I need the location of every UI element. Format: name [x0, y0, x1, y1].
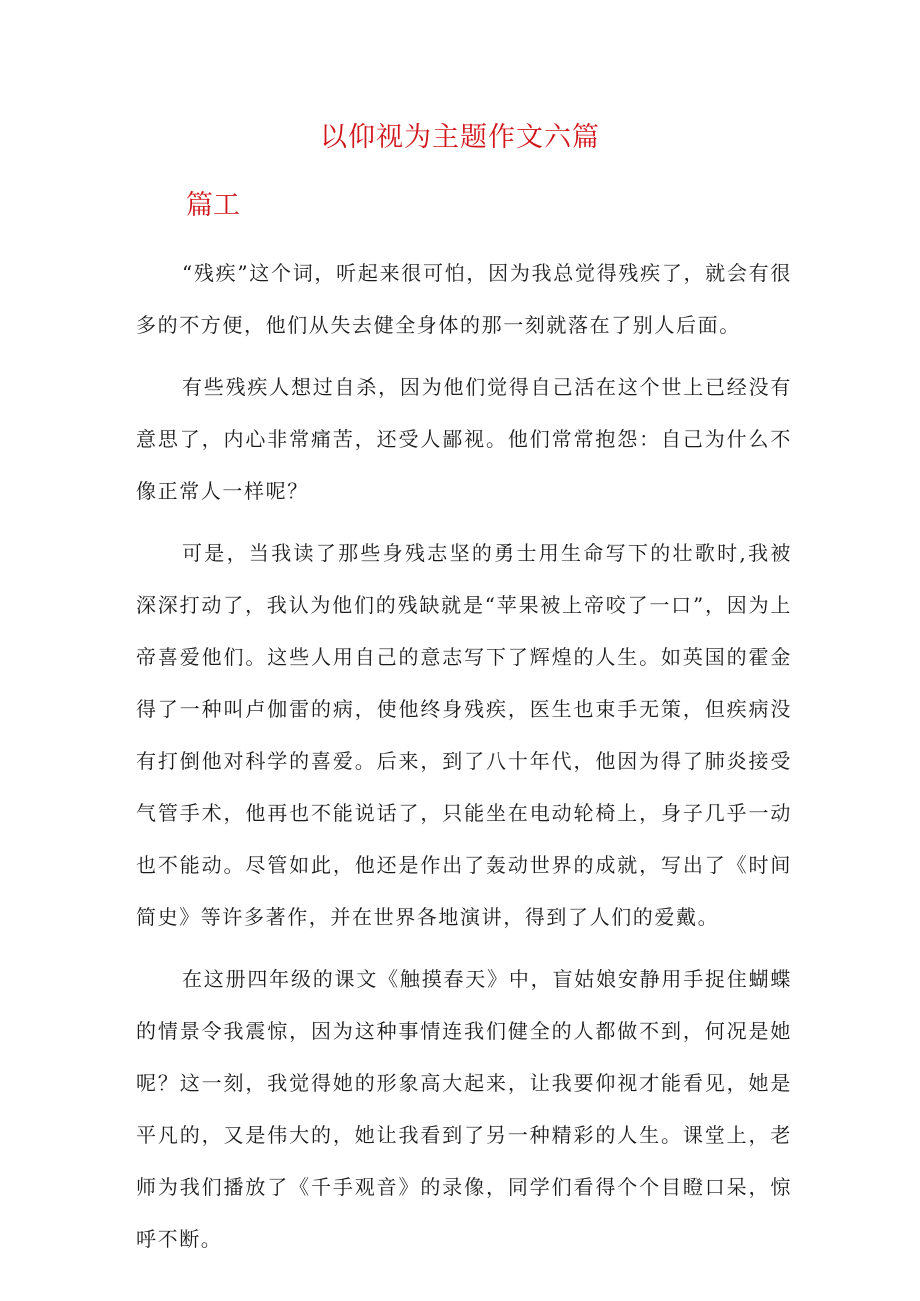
document-body	[136, 247, 792, 1275]
section-heading: 篇工	[186, 190, 240, 221]
paragraph-2: 有些残疾人想过自杀，因为他们觉得自己活在这个世上已经没有意思了，内心非常痛苦，还受人鄙视。他们常常抱怨：自己为什么不像正常人一样呢？	[136, 375, 792, 503]
paragraph-4: 在这册四年级的课文《触摸春天》中，盲姑娘安静用手捉住蝴蝶的情景令我震惊，因为这种事情连我们健全的人都做不到，何况是她呢？这一刻，我觉得她的形象高大起来，让我要仰视才能看见，她是平凡的，又是伟大的，她让我看到了另一种精彩的人生。课堂上，老师为我们播放了《千手观音》的录像，同学们看得个个目瞪口呆，惊呼不断。	[136, 967, 792, 1251]
paragraph-1: “残疾”这个词，听起来很可怕，因为我总觉得残疾了，就会有很多的不方便，他们从失去健全身体的那一刻就落在了别人后面。	[136, 261, 792, 337]
document-title: 以仰视为主题作文六篇	[320, 122, 600, 153]
paragraph-3: 可是，当我读了那些身残志坚的勇士用生命写下的壮歌时,我被深深打动了，我认为他们的残缺就是“苹果被上帝咬了一口”，因为上帝喜爱他们。这些人用自己的意志写下了辉煌的人生。如英国的霍金得了一种叫卢伽雷的病，使他终身残疾，医生也束手无策，但疾病没有打倒他对科学的喜爱。后来，到了八十年代，他因为得了肺炎接受气管手术，他再也不能说话了，只能坐在电动轮椅上，身子几乎一动也不能动。尽管如此，他还是作出了轰动世界的成就，写出了《时间简史》等许多著作，并在世界各地演讲，得到了人们的爱戴。	[136, 541, 792, 929]
